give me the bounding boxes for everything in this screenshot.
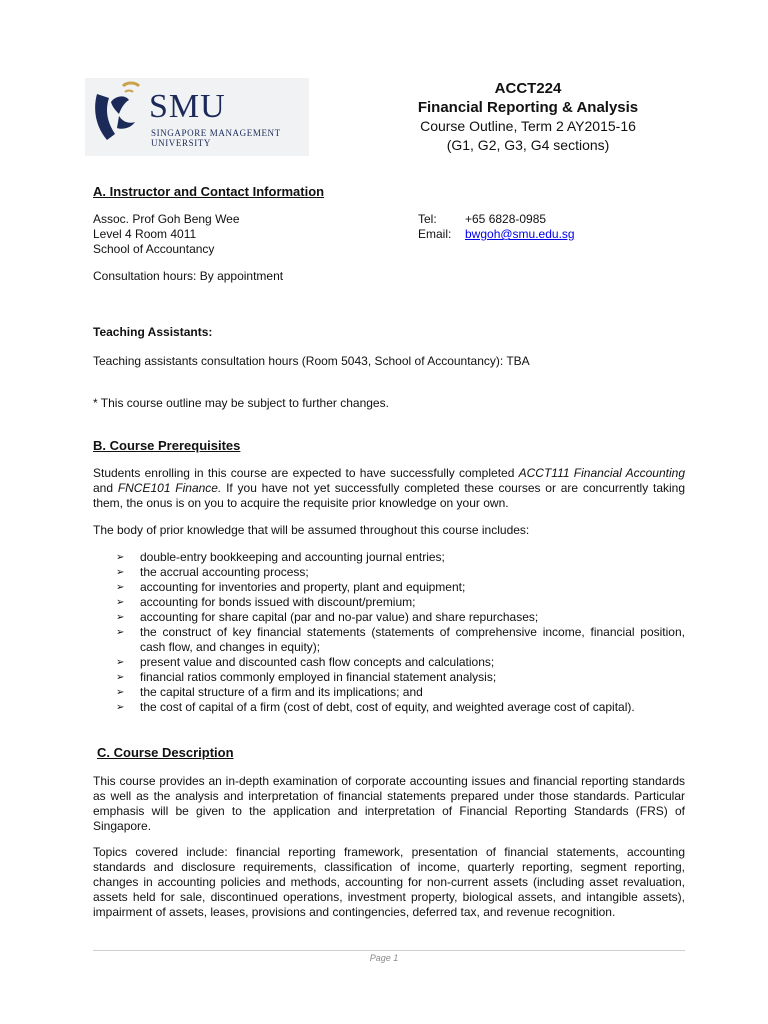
logo-line-1: SINGAPORE MANAGEMENT xyxy=(151,128,281,138)
tel-label: Tel: xyxy=(418,212,437,226)
list-item: ➢ the construct of key financial statements (statements of comprehensive income, financial position, cash flow, and changes in equity); xyxy=(116,625,685,654)
arrow-bullet-icon: ➢ xyxy=(116,687,125,698)
section-c-heading: C. Course Description xyxy=(97,745,234,760)
footer-divider xyxy=(93,950,685,951)
list-item: ➢ present value and discounted cash flow concepts and calculations; xyxy=(116,655,495,669)
instructor-name: Assoc. Prof Goh Beng Wee xyxy=(93,212,240,226)
list-item: ➢ accounting for inventories and property, plant and equipment; xyxy=(116,580,466,594)
section-b-heading: B. Course Prerequisites xyxy=(93,438,241,453)
list-item: ➢ accounting for bonds issued with discount/premium; xyxy=(116,595,416,609)
list-item: ➢ the capital structure of a firm and its implications; and xyxy=(116,685,423,699)
course-term: Course Outline, Term 2 AY2015-16 xyxy=(420,118,636,134)
arrow-bullet-icon: ➢ xyxy=(116,567,125,578)
instructor-school: School of Accountancy xyxy=(93,242,215,256)
tel-value: +65 6828-0985 xyxy=(465,212,547,226)
ta-heading: Teaching Assistants: xyxy=(93,325,213,339)
consultation-hours: Consultation hours: By appointment xyxy=(93,269,284,283)
list-item: ➢ the accrual accounting process; xyxy=(116,565,309,579)
topics-paragraph: Topics covered include: financial reporting framework, presentation of financial statements, accounting standards and disclosure requirements, classification of income, quarterly reporting, segment reporting, changes in accounting policies and methods, accounting for non-current assets (including asset revaluation, assets held for sale, discontinued operations, investment property, biological assets, and intangible assets), impairment of assets, leases, provisions and contingencies, deferred tax, and revenue recognition. xyxy=(93,845,685,919)
course-description-paragraph: This course provides an in-depth examination of corporate accounting issues and financial reporting standards as well as the analysis and interpretation of financial statements prepared under those standards. Particular emphasis will be given to the application and interpretation of Financial Reporting Standards (FRS) of Singapore. xyxy=(93,774,685,833)
arrow-bullet-icon: ➢ xyxy=(116,672,125,683)
list-item: ➢ double-entry bookkeeping and accounting journal entries; xyxy=(116,550,445,564)
course-title: Financial Reporting & Analysis xyxy=(417,99,639,116)
logo-brand: SMU xyxy=(149,88,226,125)
arrow-bullet-icon: ➢ xyxy=(116,582,125,593)
change-note: * This course outline may be subject to further changes. xyxy=(93,396,389,410)
email-link[interactable]: bwgoh@smu.edu.sg xyxy=(465,227,575,241)
arrow-bullet-icon: ➢ xyxy=(116,627,125,638)
lion-crest-icon xyxy=(85,78,149,156)
section-a-heading: A. Instructor and Contact Information xyxy=(93,184,325,199)
list-item: ➢ accounting for share capital (par and no-par value) and share repurchases; xyxy=(116,610,539,624)
list-item: ➢ the cost of capital of a firm (cost of debt, cost of equity, and weighted average cost of capital). xyxy=(116,700,635,714)
prior-knowledge-list xyxy=(116,550,685,715)
logo-line-2: UNIVERSITY xyxy=(151,138,211,148)
page-number: Page 1 xyxy=(369,953,399,963)
arrow-bullet-icon: ➢ xyxy=(116,657,125,668)
list-item: ➢ financial ratios commonly employed in financial statement analysis; xyxy=(116,670,497,684)
prior-knowledge-intro: The body of prior knowledge that will be assumed throughout this course includes: xyxy=(93,523,530,537)
ta-hours: Teaching assistants consultation hours (Room 5043, School of Accountancy): TBA xyxy=(93,354,530,368)
arrow-bullet-icon: ➢ xyxy=(116,597,125,608)
arrow-bullet-icon: ➢ xyxy=(116,702,125,713)
course-header xyxy=(370,80,686,155)
prerequisites-paragraph: Students enrolling in this course are expected to have successfully completed ACCT111 Financial Accounting and FNCE101 Finance. If you have not yet successfully completed these courses or are concurrently taking them, the onus is on you to acquire the requisite prior knowledge on your own. xyxy=(93,466,686,510)
arrow-bullet-icon: ➢ xyxy=(116,612,125,623)
course-sections: (G1, G2, G3, G4 sections) xyxy=(446,137,610,153)
arrow-bullet-icon: ➢ xyxy=(116,552,125,563)
instructor-room: Level 4 Room 4011 xyxy=(93,227,197,241)
smu-logo xyxy=(85,78,309,156)
course-code: ACCT224 xyxy=(494,80,562,97)
email-label: Email: xyxy=(418,227,452,241)
